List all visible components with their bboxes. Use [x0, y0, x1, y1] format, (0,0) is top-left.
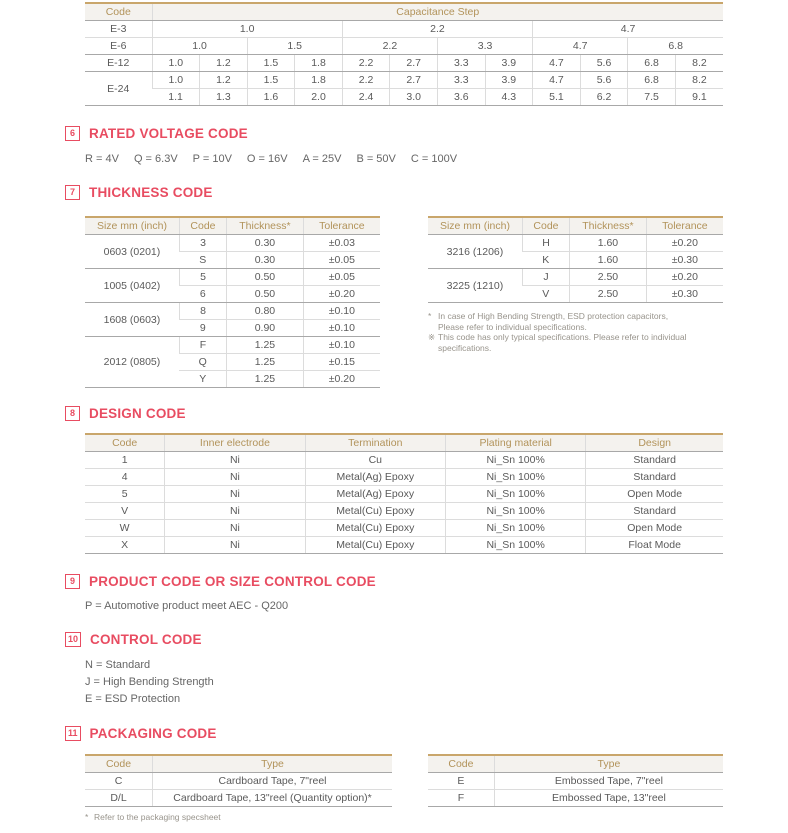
table-cell: 4.3	[485, 89, 533, 106]
table-cell: 3.3	[437, 55, 485, 72]
table-cell: Metal(Cu) Epoxy	[305, 537, 445, 554]
note-text: In case of High Bending Strength, ESD protection capacitors,	[438, 311, 669, 321]
column-header-cell: Code	[85, 434, 165, 452]
table-cell: Cu	[305, 452, 445, 469]
table-cell: 3.9	[485, 72, 533, 89]
table-cell: Open Mode	[586, 520, 723, 537]
column-header-cell: Code	[85, 3, 152, 21]
column-header-cell: Plating material	[445, 434, 585, 452]
table-cell: 8	[179, 303, 226, 320]
table-cell: Ni_Sn 100%	[445, 469, 585, 486]
column-header-cell: Inner electrode	[165, 434, 305, 452]
column-header-cell: Code	[85, 755, 153, 773]
note-marker: ※	[428, 332, 436, 342]
table-cell: 2.0	[295, 89, 343, 106]
column-header-cell: Design	[586, 434, 723, 452]
table-cell: 1.60	[570, 252, 647, 269]
table-cell: 1	[85, 452, 165, 469]
table-cell: 1.1	[152, 89, 200, 106]
section-title-rated-voltage	[65, 126, 725, 141]
table-cell: Ni	[165, 486, 305, 503]
thickness-table-small-sizes	[85, 216, 380, 388]
table-cell: 6.8	[628, 55, 676, 72]
table-cell: Cardboard Tape, 13"reel (Quantity option)*	[153, 790, 392, 807]
column-header-cell: Type	[494, 755, 723, 773]
column-header-cell: Size mm (inch)	[428, 217, 522, 235]
table-cell: Ni	[165, 469, 305, 486]
packaging-note	[85, 812, 725, 822]
note-text: specifications.	[438, 342, 492, 353]
table-cell: 1.60	[570, 235, 647, 252]
table-cell: 2.2	[342, 55, 390, 72]
table-cell: 6.2	[580, 89, 628, 106]
table-cell: 0.50	[227, 269, 304, 286]
note-marker: *	[428, 311, 432, 321]
table-cell: 3216 (1206)	[428, 235, 522, 269]
table-cell: Q	[179, 354, 226, 371]
column-header-cell: Code	[179, 217, 226, 235]
table-cell: 1.2	[200, 55, 248, 72]
table-cell: 6.8	[628, 38, 723, 55]
table-cell: 2.7	[390, 55, 438, 72]
note-text: Please refer to individual specifications.	[438, 321, 587, 332]
table-cell: 1.25	[227, 337, 304, 354]
table-cell: F	[179, 337, 226, 354]
table-cell: Ni_Sn 100%	[445, 520, 585, 537]
table-cell: 4.7	[533, 55, 581, 72]
table-cell: ±0.03	[303, 235, 380, 252]
table-cell: 1.0	[152, 38, 247, 55]
control-code-item: E = ESD Protection	[85, 693, 181, 705]
table-cell: 3225 (1210)	[428, 269, 522, 303]
column-header-cell: Termination	[305, 434, 445, 452]
table-row	[85, 89, 723, 106]
table-cell: Float Mode	[586, 537, 723, 554]
control-code-item: J = High Bending Strength	[85, 676, 214, 688]
table-cell: Cardboard Tape, 7"reel	[153, 773, 392, 790]
voltage-code-item: A = 25V	[302, 153, 342, 165]
table-header-row	[85, 217, 380, 235]
table-cell: 5	[179, 269, 226, 286]
table-cell: ±0.20	[303, 286, 380, 303]
table-cell: 3.0	[390, 89, 438, 106]
table-cell: Y	[179, 371, 226, 388]
table-cell: X	[85, 537, 165, 554]
note-line	[428, 343, 723, 354]
table-header-row	[85, 755, 392, 773]
table-cell: Ni	[165, 520, 305, 537]
table-cell: ±0.05	[303, 269, 380, 286]
column-header-cell: Code	[428, 755, 494, 773]
table-cell: 1.8	[295, 55, 343, 72]
section-heading: THICKNESS CODE	[89, 185, 213, 200]
table-cell: D/L	[85, 790, 153, 807]
table-cell: 1.0	[152, 21, 342, 38]
table-cell: ±0.20	[646, 235, 723, 252]
section-number-badge: 11	[65, 726, 81, 741]
table-row	[85, 790, 392, 807]
table-cell: 1.8	[295, 72, 343, 89]
table-cell: Ni_Sn 100%	[445, 537, 585, 554]
table-cell: Ni_Sn 100%	[445, 503, 585, 520]
voltage-code-item: O = 16V	[246, 153, 288, 165]
table-cell: 1.5	[247, 72, 295, 89]
table-row	[85, 337, 380, 354]
table-cell: 0.50	[227, 286, 304, 303]
table-cell: 4.7	[533, 21, 723, 38]
table-row	[85, 773, 392, 790]
note-line	[428, 322, 723, 333]
table-row	[85, 21, 723, 38]
table-cell: F	[428, 790, 494, 807]
table-row	[85, 537, 723, 554]
section-title-packaging	[65, 726, 725, 741]
table-cell: Ni	[165, 503, 305, 520]
table-cell: 7.5	[628, 89, 676, 106]
table-cell: V	[522, 286, 569, 303]
table-header-row	[428, 217, 723, 235]
capacitance-step-table	[85, 2, 723, 106]
note-line	[428, 311, 723, 322]
table-header-row	[85, 3, 723, 21]
table-row	[85, 55, 723, 72]
thickness-notes	[428, 311, 723, 353]
thickness-table-large-sizes	[428, 216, 723, 303]
column-header-cell: Capacitance Step	[152, 3, 723, 21]
packaging-tables-row	[85, 754, 725, 807]
note-line	[428, 332, 723, 343]
table-cell: ±0.10	[303, 337, 380, 354]
control-code-item: N = Standard	[85, 659, 151, 671]
table-cell: Embossed Tape, 7"reel	[494, 773, 723, 790]
table-row	[428, 773, 723, 790]
section-heading: PRODUCT CODE OR SIZE CONTROL CODE	[89, 574, 376, 589]
table-cell: 1005 (0402)	[85, 269, 179, 303]
voltage-code-item: B = 50V	[356, 153, 396, 165]
table-cell: 1.0	[152, 55, 200, 72]
table-cell: V	[85, 503, 165, 520]
table-cell: E-12	[85, 55, 152, 72]
table-cell: 2.2	[342, 21, 532, 38]
table-cell: W	[85, 520, 165, 537]
table-cell: ±0.15	[303, 354, 380, 371]
section-title-product-code	[65, 574, 725, 589]
table-cell: ±0.20	[646, 269, 723, 286]
table-cell: ±0.10	[303, 303, 380, 320]
table-cell: 2.50	[570, 269, 647, 286]
table-cell: 1.25	[227, 371, 304, 388]
table-cell: C	[85, 773, 153, 790]
table-cell: 5.6	[580, 72, 628, 89]
table-cell: 1.5	[247, 38, 342, 55]
table-cell: 3.6	[437, 89, 485, 106]
table-cell: 2.4	[342, 89, 390, 106]
table-cell: 1.6	[247, 89, 295, 106]
table-cell: 0603 (0201)	[85, 235, 179, 269]
table-cell: Open Mode	[586, 486, 723, 503]
table-cell: ±0.20	[303, 371, 380, 388]
table-cell: ±0.30	[646, 252, 723, 269]
table-cell: 4.7	[533, 72, 581, 89]
table-cell: Ni	[165, 452, 305, 469]
note-marker: *	[85, 812, 89, 822]
table-cell: 0.90	[227, 320, 304, 337]
column-header-cell: Type	[153, 755, 392, 773]
table-cell: 4.7	[533, 38, 628, 55]
table-cell: ±0.05	[303, 252, 380, 269]
table-cell: 8.2	[675, 72, 723, 89]
section-number-badge: 10	[65, 632, 81, 647]
table-cell: 3.3	[437, 38, 532, 55]
product-code-description: P = Automotive product meet AEC - Q200	[85, 600, 289, 612]
table-row	[85, 520, 723, 537]
table-cell: 0.30	[227, 252, 304, 269]
section-number-badge: 7	[65, 185, 80, 200]
table-row	[85, 235, 380, 252]
table-cell: Embossed Tape, 13"reel	[494, 790, 723, 807]
table-cell: 5	[85, 486, 165, 503]
section-heading: RATED VOLTAGE CODE	[89, 126, 248, 141]
table-cell: E-3	[85, 21, 152, 38]
packaging-table-cardboard	[85, 754, 392, 807]
table-header-row	[428, 755, 723, 773]
table-cell: Ni_Sn 100%	[445, 486, 585, 503]
table-cell: 6.8	[628, 72, 676, 89]
note-text: Refer to the packaging specsheet	[94, 812, 221, 822]
table-row	[85, 503, 723, 520]
table-cell: 5.6	[580, 55, 628, 72]
table-cell: ±0.30	[646, 286, 723, 303]
table-cell: 2.7	[390, 72, 438, 89]
table-cell: H	[522, 235, 569, 252]
thickness-tables-row	[85, 216, 725, 388]
table-row	[85, 486, 723, 503]
table-cell: 1.5	[247, 55, 295, 72]
table-row	[85, 38, 723, 55]
table-cell: Standard	[586, 469, 723, 486]
table-cell: 1.3	[200, 89, 248, 106]
table-row	[85, 303, 380, 320]
table-row	[85, 269, 380, 286]
table-cell: 0.80	[227, 303, 304, 320]
table-cell: Ni	[165, 537, 305, 554]
table-cell: E-6	[85, 38, 152, 55]
table-cell: 3.9	[485, 55, 533, 72]
table-cell: 3	[179, 235, 226, 252]
section-title-thickness	[65, 185, 725, 200]
table-cell: 2.2	[342, 72, 390, 89]
table-cell: 0.30	[227, 235, 304, 252]
column-header-cell: Tolerance	[303, 217, 380, 235]
table-cell: ±0.10	[303, 320, 380, 337]
table-cell: 4	[85, 469, 165, 486]
column-header-cell: Thickness*	[570, 217, 647, 235]
section-number-badge: 9	[65, 574, 80, 589]
table-cell: 1.0	[152, 72, 200, 89]
table-header-row	[85, 434, 723, 452]
voltage-code-item: P = 10V	[192, 153, 232, 165]
table-cell: Standard	[586, 503, 723, 520]
column-header-cell: Size mm (inch)	[85, 217, 179, 235]
packaging-table-embossed	[428, 754, 723, 807]
section-title-design	[65, 406, 725, 421]
section-heading: PACKAGING CODE	[89, 726, 217, 741]
table-cell: 3.3	[437, 72, 485, 89]
table-cell: 5.1	[533, 89, 581, 106]
table-cell: 1.2	[200, 72, 248, 89]
table-cell: E	[428, 773, 494, 790]
section-number-badge: 6	[65, 126, 80, 141]
table-row	[85, 469, 723, 486]
section-number-badge: 8	[65, 406, 80, 421]
table-cell: 2.50	[570, 286, 647, 303]
table-cell: K	[522, 252, 569, 269]
table-row	[85, 452, 723, 469]
table-row	[428, 790, 723, 807]
table-cell: S	[179, 252, 226, 269]
table-cell: Metal(Cu) Epoxy	[305, 520, 445, 537]
table-cell: 2012 (0805)	[85, 337, 179, 388]
rated-voltage-values	[85, 153, 725, 165]
design-code-table	[85, 433, 723, 554]
table-cell: 9	[179, 320, 226, 337]
table-cell: J	[522, 269, 569, 286]
table-cell: 1.25	[227, 354, 304, 371]
table-cell: 1608 (0603)	[85, 303, 179, 337]
table-cell: 2.2	[342, 38, 437, 55]
section-heading: DESIGN CODE	[89, 406, 186, 421]
table-cell: 9.1	[675, 89, 723, 106]
column-header-cell: Code	[522, 217, 569, 235]
control-code-values	[85, 657, 725, 708]
table-cell: E-24	[85, 72, 152, 106]
column-header-cell: Tolerance	[646, 217, 723, 235]
table-cell: Metal(Ag) Epoxy	[305, 486, 445, 503]
table-row	[428, 235, 723, 252]
section-heading: CONTROL CODE	[90, 632, 202, 647]
table-row	[428, 269, 723, 286]
table-cell: Standard	[586, 452, 723, 469]
table-cell: Metal(Ag) Epoxy	[305, 469, 445, 486]
section-title-control-code	[65, 632, 725, 647]
table-cell: Ni_Sn 100%	[445, 452, 585, 469]
table-row	[85, 72, 723, 89]
note-text: This code has only typical specifications. Please refer to individual	[438, 332, 687, 342]
voltage-code-item: R = 4V	[85, 153, 119, 165]
table-cell: 6	[179, 286, 226, 303]
voltage-code-item: C = 100V	[410, 153, 458, 165]
voltage-code-item: Q = 6.3V	[133, 153, 178, 165]
table-cell: 8.2	[675, 55, 723, 72]
column-header-cell: Thickness*	[227, 217, 304, 235]
table-cell: Metal(Cu) Epoxy	[305, 503, 445, 520]
